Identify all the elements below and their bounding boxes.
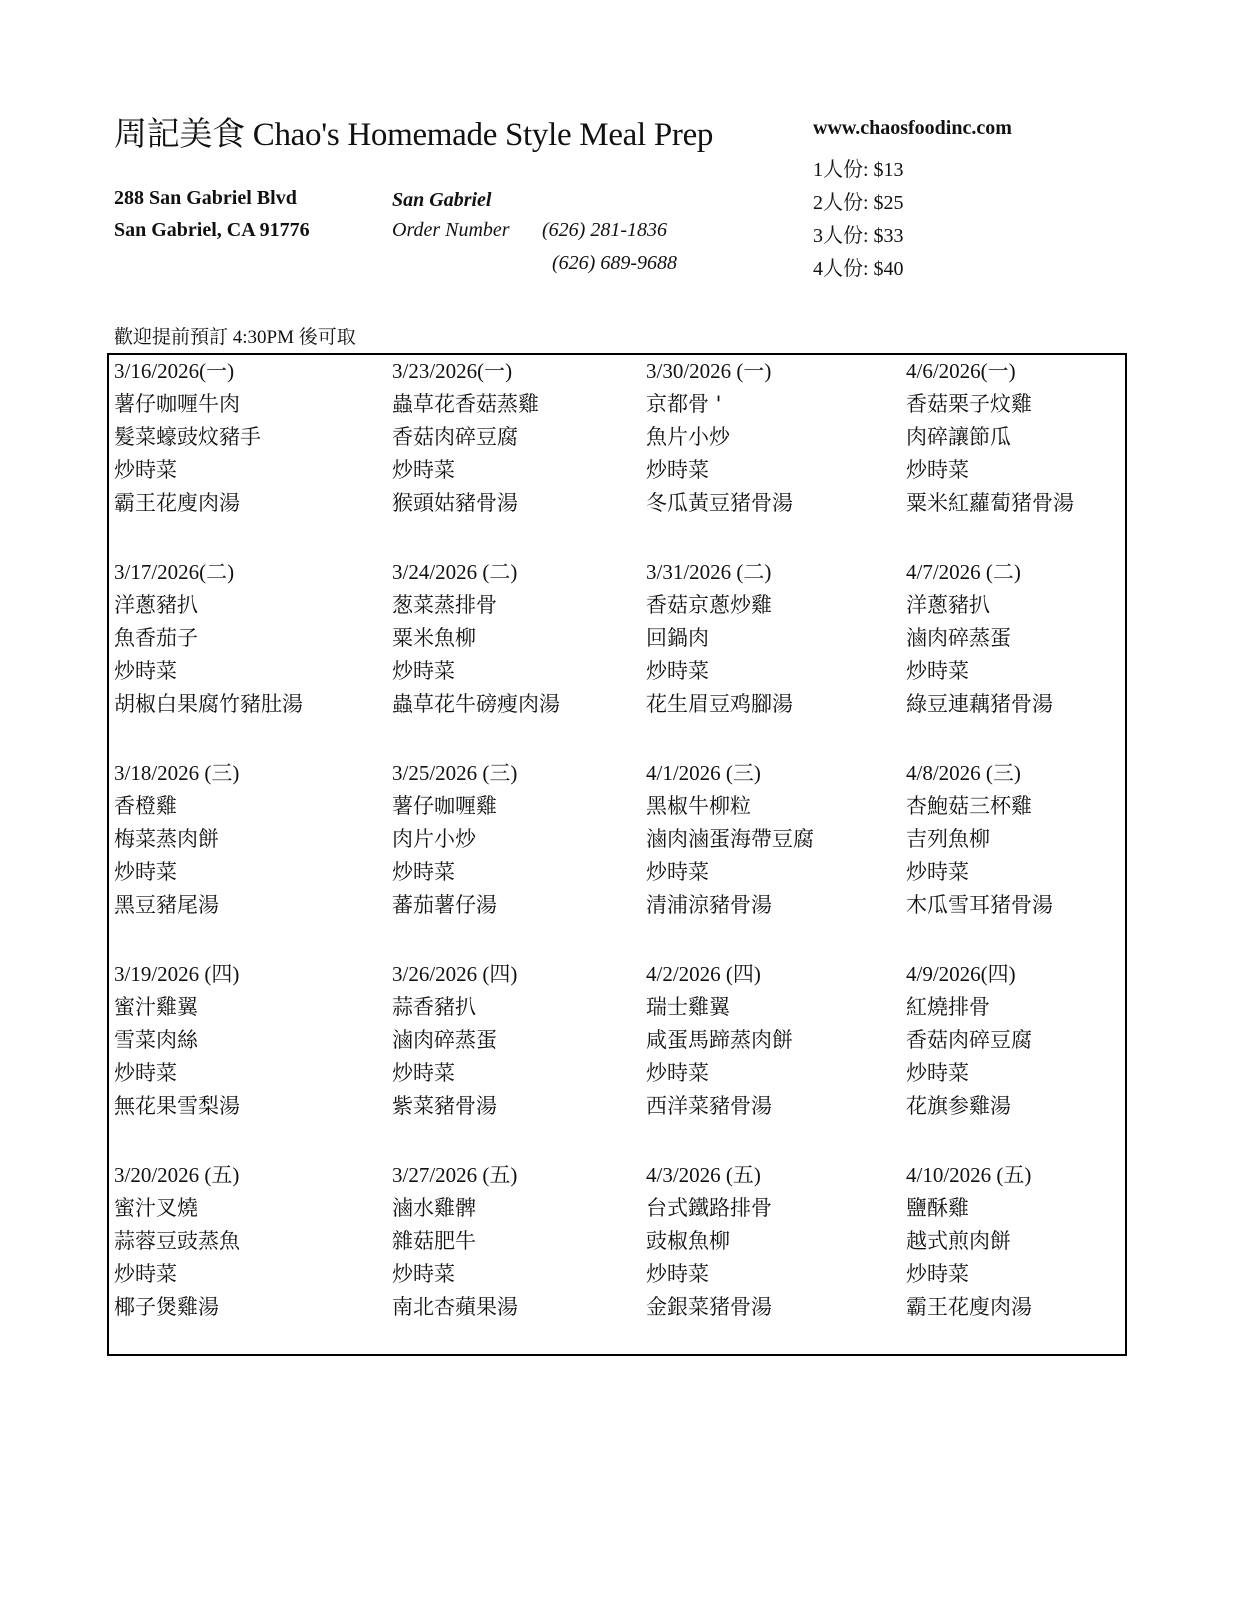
menu-dish: 香菇栗子炆雞: [906, 392, 1032, 416]
menu-dish: 咸蛋馬蹄蒸肉餅: [646, 1028, 793, 1052]
menu-dish: 炒時菜: [906, 659, 969, 683]
menu-column-week-1: [114, 355, 364, 1360]
menu-dish: 冬瓜黃豆猪骨湯: [646, 491, 793, 515]
menu-day: [392, 958, 642, 1159]
preorder-notice: 歡迎提前預訂 4:30PM 後可取: [114, 327, 356, 348]
menu-dish: 洋蔥豬扒: [114, 593, 198, 617]
menu-day: [906, 355, 1156, 556]
menu-dish: 炒時菜: [646, 1262, 709, 1286]
menu-dish: 香橙雞: [114, 794, 177, 818]
menu-dish: 炒時菜: [906, 860, 969, 884]
menu-day: [114, 757, 364, 958]
menu-dish: 豉椒魚柳: [646, 1229, 730, 1253]
menu-date: 3/26/2026 (四): [392, 962, 518, 986]
menu-dish: 薯仔咖喱牛肉: [114, 392, 240, 416]
menu-dish: 葱菜蒸排骨: [392, 593, 497, 617]
menu-dish: 粟米魚柳: [392, 626, 476, 650]
menu-date: 3/23/2026(一): [392, 359, 513, 383]
menu-day: [392, 757, 642, 958]
menu-dish: 蕃茄薯仔湯: [392, 893, 497, 917]
menu-dish: 炒時菜: [114, 458, 177, 482]
menu-dish: 胡椒白果腐竹豬肚湯: [114, 692, 303, 716]
menu-dish: 炒時菜: [392, 860, 455, 884]
menu-dish: 西洋菜豬骨湯: [646, 1094, 772, 1118]
order-number-label: Order Number: [392, 219, 510, 241]
price-4-person: 4人份: $40: [813, 258, 904, 280]
menu-date: 3/30/2026 (一): [646, 359, 772, 383]
menu-dish: 滷肉碎蒸蛋: [392, 1028, 497, 1052]
menu-date: 3/31/2026 (二): [646, 560, 772, 584]
menu-dish: 炒時菜: [646, 458, 709, 482]
menu-dish: 蜜汁雞翼: [114, 995, 198, 1019]
menu-dish: 雪菜肉絲: [114, 1028, 198, 1052]
menu-column-week-2: [392, 355, 642, 1360]
menu-dish: 蟲草花牛磅瘦肉湯: [392, 692, 560, 716]
menu-dish: 肉片小炒: [392, 827, 476, 851]
menu-dish: 滷水雞髀: [392, 1196, 476, 1220]
menu-dish: 香菇京蔥炒雞: [646, 593, 772, 617]
menu-dish: 炒時菜: [114, 860, 177, 884]
website-link[interactable]: www.chaosfoodinc.com: [813, 117, 1012, 139]
menu-date: 4/6/2026(一): [906, 359, 1016, 383]
menu-day: [906, 958, 1156, 1159]
menu-dish: 蟲草花香菇蒸雞: [392, 392, 539, 416]
menu-dish: 炒時菜: [906, 1262, 969, 1286]
menu-dish: 炒時菜: [114, 1061, 177, 1085]
menu-dish: 炒時菜: [392, 1262, 455, 1286]
price-3-person: 3人份: $33: [813, 225, 904, 247]
menu-dish: 花旗参雞湯: [906, 1094, 1011, 1118]
menu-date: 3/18/2026 (三): [114, 761, 240, 785]
menu-date: 3/16/2026(一): [114, 359, 235, 383]
menu-dish: 洋蔥豬扒: [906, 593, 990, 617]
menu-dish: 炒時菜: [114, 659, 177, 683]
menu-dish: 霸王花廋肉湯: [906, 1295, 1032, 1319]
menu-day: [114, 1159, 364, 1360]
menu-dish: 紅燒排骨: [906, 995, 990, 1019]
menu-dish: 清浦涼豬骨湯: [646, 893, 772, 917]
menu-day: [114, 958, 364, 1159]
menu-day: [646, 1159, 896, 1360]
menu-dish: 鹽酥雞: [906, 1196, 969, 1220]
menu-day: [392, 1159, 642, 1360]
menu-dish: 紫菜豬骨湯: [392, 1094, 497, 1118]
menu-dish: 椰子煲雞湯: [114, 1295, 219, 1319]
menu-dish: 炒時菜: [646, 860, 709, 884]
menu-date: 4/10/2026 (五): [906, 1163, 1032, 1187]
menu-dish: 炒時菜: [114, 1262, 177, 1286]
menu-date: 3/24/2026 (二): [392, 560, 518, 584]
menu-dish: 肉碎讓節瓜: [906, 425, 1011, 449]
menu-dish: 炒時菜: [392, 458, 455, 482]
menu-dish: 蒜蓉豆豉蒸魚: [114, 1229, 240, 1253]
menu-dish: 南北杏蘋果湯: [392, 1295, 518, 1319]
menu-column-week-4: [906, 355, 1156, 1360]
menu-column-week-3: [646, 355, 896, 1360]
menu-dish: 魚香茄子: [114, 626, 198, 650]
menu-dish: 香菇肉碎豆腐: [906, 1028, 1032, 1052]
menu-dish: 杏鮑菇三杯雞: [906, 794, 1032, 818]
price-1-person: 1人份: $13: [813, 159, 904, 181]
menu-date: 3/19/2026 (四): [114, 962, 240, 986]
phone-number-1: (626) 281-1836: [542, 219, 667, 241]
menu-dish: 黑椒牛柳粒: [646, 794, 751, 818]
menu-date: 4/2/2026 (四): [646, 962, 761, 986]
menu-dish: 京都骨 ': [646, 392, 722, 416]
menu-dish: 滷肉碎蒸蛋: [906, 626, 1011, 650]
menu-date: 4/3/2026 (五): [646, 1163, 761, 1187]
page-title: 周記美食 Chao's Homemade Style Meal Prep: [114, 117, 714, 153]
menu-dish: 金銀菜猪骨湯: [646, 1295, 772, 1319]
menu-dish: 越式煎肉餅: [906, 1229, 1011, 1253]
menu-dish: 炒時菜: [392, 659, 455, 683]
price-2-person: 2人份: $25: [813, 192, 904, 214]
menu-dish: 梅菜蒸肉餅: [114, 827, 219, 851]
menu-day: [646, 556, 896, 757]
city-label: San Gabriel: [392, 189, 492, 211]
menu-day: [906, 1159, 1156, 1360]
menu-dish: 髮菜蠔豉炆豬手: [114, 425, 261, 449]
menu-dish: 炒時菜: [646, 1061, 709, 1085]
menu-date: 4/1/2026 (三): [646, 761, 761, 785]
menu-day: [392, 355, 642, 556]
menu-dish: 炒時菜: [906, 1061, 969, 1085]
menu-dish: 霸王花廋肉湯: [114, 491, 240, 515]
menu-dish: 粟米紅蘿蔔猪骨湯: [906, 491, 1074, 515]
menu-dish: 炒時菜: [646, 659, 709, 683]
menu-day: [906, 757, 1156, 958]
menu-dish: 蒜香豬扒: [392, 995, 476, 1019]
menu-day: [906, 556, 1156, 757]
menu-day: [646, 757, 896, 958]
menu-date: 4/9/2026(四): [906, 962, 1016, 986]
menu-dish: 猴頭姑豬骨湯: [392, 491, 518, 515]
menu-date: 3/25/2026 (三): [392, 761, 518, 785]
menu-date: 3/27/2026 (五): [392, 1163, 518, 1187]
menu-dish: 吉列魚柳: [906, 827, 990, 851]
menu-dish: 魚片小炒: [646, 425, 730, 449]
menu-date: 3/20/2026 (五): [114, 1163, 240, 1187]
menu-date: 4/8/2026 (三): [906, 761, 1021, 785]
menu-dish: 瑞士雞翼: [646, 995, 730, 1019]
menu-day: [392, 556, 642, 757]
menu-dish: 香菇肉碎豆腐: [392, 425, 518, 449]
menu-dish: 雜菇肥牛: [392, 1229, 476, 1253]
phone-number-2: (626) 689-9688: [552, 252, 677, 274]
address-line2: San Gabriel, CA 91776: [114, 219, 310, 241]
menu-dish: 黑豆豬尾湯: [114, 893, 219, 917]
menu-dish: 滷肉滷蛋海帶豆腐: [646, 827, 814, 851]
menu-day: [114, 556, 364, 757]
menu-dish: 炒時菜: [392, 1061, 455, 1085]
address-line1: 288 San Gabriel Blvd: [114, 187, 297, 209]
menu-dish: 薯仔咖喱雞: [392, 794, 497, 818]
menu-dish: 花生眉豆鸡腳湯: [646, 692, 793, 716]
menu-day: [114, 355, 364, 556]
menu-dish: 綠豆連藕猪骨湯: [906, 692, 1053, 716]
menu-dish: 回鍋肉: [646, 626, 709, 650]
menu-day: [646, 355, 896, 556]
menu-date: 3/17/2026(二): [114, 560, 235, 584]
menu-dish: 木瓜雪耳猪骨湯: [906, 893, 1053, 917]
menu-dish: 台式鐵路排骨: [646, 1196, 772, 1220]
menu-date: 4/7/2026 (二): [906, 560, 1021, 584]
menu-dish: 炒時菜: [906, 458, 969, 482]
menu-dish: 蜜汁叉燒: [114, 1196, 198, 1220]
menu-dish: 無花果雪梨湯: [114, 1094, 240, 1118]
menu-day: [646, 958, 896, 1159]
